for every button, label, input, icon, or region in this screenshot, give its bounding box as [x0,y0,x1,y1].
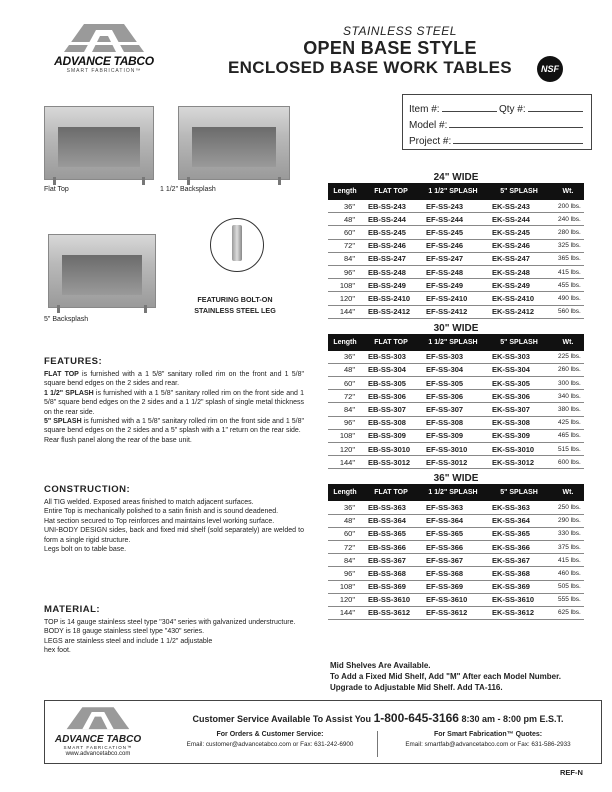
model-cell: EK-SS-365 [486,527,552,540]
table-row [328,200,584,213]
model-cell: EF-SS-303 [420,351,486,364]
table-row [328,416,584,429]
construction-p5: Legs bolt on to table base. [44,546,127,554]
model-cell: EF-SS-367 [420,554,486,567]
leg-detail-icon [210,218,264,272]
material-heading: MATERIAL: [44,604,101,615]
length-cell: 108" [328,279,362,292]
weight-cell: 425 lbs. [552,416,584,429]
table-row [328,554,584,567]
model-cell: EB-SS-247 [362,252,420,265]
model-cell: EK-SS-368 [486,567,552,580]
model-cell: EK-SS-249 [486,279,552,292]
model-label: Model #: [409,120,448,131]
page-title-line2: ENCLOSED BASE WORK TABLES [228,58,512,77]
table-row [328,390,584,403]
model-cell: EK-SS-248 [486,265,552,278]
model-cell: EK-SS-3010 [486,443,552,456]
backsplash-15-caption: 1 1/2" Backsplash [160,186,216,193]
model-cell: EK-SS-244 [486,213,552,226]
spec-table-block [328,172,584,319]
table-row [328,403,584,416]
material-section [44,604,304,656]
model-cell: EF-SS-365 [420,527,486,540]
length-cell: 84" [328,252,362,265]
model-cell: EK-SS-3012 [486,456,552,469]
note-line3: Upgrade to Adjustable Mid Shelf. Add TA-116. [330,683,503,692]
table-row [328,527,584,540]
model-cell: EF-SS-306 [420,390,486,403]
length-cell: 48" [328,213,362,226]
length-cell: 36" [328,200,362,213]
model-cell: EK-SS-366 [486,540,552,553]
model-cell: EB-SS-3012 [362,456,420,469]
table-row [328,239,584,252]
model-cell: EK-SS-3610 [486,593,552,606]
item-field[interactable] [442,111,497,112]
model-cell: EF-SS-3012 [420,456,486,469]
qty-label: Qty #: [498,104,526,115]
model-cell: EF-SS-363 [420,501,486,514]
tabco-logo-icon [44,22,164,56]
column-header: 1 1/2" SPLASH [420,183,486,200]
weight-cell: 280 lbs. [552,226,584,239]
order-form [402,94,592,150]
project-label: Project #: [409,136,452,147]
spec-table [328,334,584,470]
length-cell: 60" [328,527,362,540]
length-cell: 108" [328,580,362,593]
table-row [328,265,584,278]
table-row [328,351,584,364]
model-cell: EK-SS-306 [486,390,552,403]
weight-cell: 240 lbs. [552,213,584,226]
model-cell: EB-SS-307 [362,403,420,416]
model-cell: EB-SS-244 [362,213,420,226]
model-cell: EF-SS-3612 [420,606,486,619]
table-row [328,593,584,606]
length-cell: 108" [328,429,362,442]
model-field[interactable] [449,127,583,128]
model-cell: EB-SS-367 [362,554,420,567]
model-cell: EF-SS-2412 [420,305,486,318]
weight-cell: 505 lbs. [552,580,584,593]
model-cell: EK-SS-243 [486,200,552,213]
orders-email[interactable]: Email: customer@advancetabco.com or Fax: 631-242-6900 [186,741,354,748]
backsplash-5-caption: 5" Backsplash [44,316,89,323]
weight-cell: 340 lbs. [552,390,584,403]
model-cell: EK-SS-304 [486,363,552,376]
backsplash-5-photo [48,234,156,308]
construction-p3: Hat section secured to Top reinforces and maintains level working surface. [44,517,275,525]
spec-table [328,183,584,319]
table-row [328,540,584,553]
model-cell: EB-SS-309 [362,429,420,442]
column-header: 5" SPLASH [486,484,552,501]
model-cell: EB-SS-245 [362,226,420,239]
length-cell: 96" [328,416,362,429]
nsf-badge: NSF [537,56,563,82]
table-row [328,456,584,469]
length-cell: 120" [328,292,362,305]
brand-subtitle: SMART FABRICATION™ [66,68,142,74]
spec-table-block [328,473,584,620]
length-cell: 72" [328,540,362,553]
backsplash-15-photo [178,106,290,180]
table-title: 36" WIDE [433,473,479,485]
model-cell: EB-SS-3010 [362,443,420,456]
construction-p4: UNI-BODY DESIGN sides, back and fixed mid shelf (sold separately) are welded to form a single rigid structure. [44,527,304,544]
model-cell: EB-SS-305 [362,377,420,390]
footer-box [44,700,602,764]
model-cell: EF-SS-249 [420,279,486,292]
material-p1: TOP is 14 gauge stainless steel type "304" series with galvanized understructure. [44,619,296,626]
weight-cell: 290 lbs. [552,514,584,527]
weight-cell: 300 lbs. [552,377,584,390]
column-header: FLAT TOP [362,484,420,501]
weight-cell: 555 lbs. [552,593,584,606]
length-cell: 96" [328,567,362,580]
table-row [328,226,584,239]
brand-name: ADVANCE TABCO [54,54,154,68]
model-cell: EF-SS-304 [420,363,486,376]
model-cell: EF-SS-364 [420,514,486,527]
table-row [328,363,584,376]
model-cell: EK-SS-308 [486,416,552,429]
model-cell: EK-SS-246 [486,239,552,252]
model-cell: EF-SS-243 [420,200,486,213]
column-header: 5" SPLASH [486,183,552,200]
model-cell: EF-SS-308 [420,416,486,429]
weight-cell: 375 lbs. [552,540,584,553]
length-cell: 72" [328,239,362,252]
weight-cell: 415 lbs. [552,554,584,567]
model-cell: EB-SS-303 [362,351,420,364]
model-cell: EB-SS-3610 [362,593,420,606]
model-cell: EF-SS-369 [420,580,486,593]
material-p3: LEGS are stainless steel and include 1 1/2" adjustable [44,637,213,645]
features-section [44,356,304,445]
model-cell: EB-SS-304 [362,363,420,376]
features-p2: 1 1/2" SPLASH is furnished with a 1 5/8" sanitary rolled rim on the front side and 1 5/8" square bend edges on the 2 sides and a 1 1/2" splash of single metal thickness on the rear side. [44,389,304,416]
weight-cell: 455 lbs. [552,279,584,292]
column-header: Wt. [552,484,584,501]
column-header: FLAT TOP [362,334,420,351]
model-cell: EB-SS-3612 [362,606,420,619]
length-cell: 144" [328,606,362,619]
item-label: Item #: [409,104,440,115]
column-header: Wt. [552,183,584,200]
tabco-logo-icon [51,705,145,733]
weight-cell: 365 lbs. [552,252,584,265]
table-row [328,213,584,226]
weight-cell: 225 lbs. [552,351,584,364]
column-header: 1 1/2" SPLASH [420,334,486,351]
weight-cell: 600 lbs. [552,456,584,469]
note-line1: Mid Shelves Are Available. [330,661,431,670]
table-row [328,377,584,390]
length-cell: 36" [328,351,362,364]
length-cell: 36" [328,501,362,514]
weight-cell: 625 lbs. [552,606,584,619]
table-row [328,279,584,292]
table-row [328,606,584,619]
model-cell: EK-SS-367 [486,554,552,567]
footer-logo [51,705,145,759]
features-p4: Rear flush panel along the rear of the base unit. [44,436,192,444]
construction-p1: All TIG welded. Exposed areas finished to match adjacent surfaces. [44,499,254,506]
flat-top-caption: Flat Top [44,186,69,193]
features-p1: FLAT TOP is furnished with a 1 5/8" sanitary rolled rim on the front and 1 5/8" square bend edges on the 2 sides and rear. [44,371,304,388]
model-cell: EB-SS-363 [362,501,420,514]
model-cell: EF-SS-305 [420,377,486,390]
phone-number[interactable]: 1-800-645-3166 [373,711,459,725]
footer-divider [377,731,378,757]
features-heading: FEATURES: [44,356,103,367]
orders-contact: For Orders & Customer Service: Email: customer@advancetabco.com or Fax: 631-242-6900 [163,731,377,748]
leg-caption: FEATURING BOLT-ON STAINLESS STEEL LEG [194,295,276,315]
column-header: Wt. [552,334,584,351]
construction-heading: CONSTRUCTION: [44,484,131,495]
model-cell: EF-SS-307 [420,403,486,416]
qty-field[interactable] [528,111,583,112]
footer-website[interactable]: www.advancetabco.com [65,751,131,757]
table-row [328,252,584,265]
model-cell: EB-SS-365 [362,527,420,540]
column-header: 5" SPLASH [486,334,552,351]
weight-cell: 250 lbs. [552,501,584,514]
features-p3: 5" SPLASH is furnished with a 1 5/8" sanitary rolled rim on the front side and 1 5/8" square bend edges on the 2 sides and a 5" splash with a 1" return on the rear side. [44,418,304,435]
column-header: FLAT TOP [362,183,420,200]
model-cell: EB-SS-249 [362,279,420,292]
model-cell: EF-SS-309 [420,429,486,442]
length-cell: 84" [328,554,362,567]
model-cell: EB-SS-369 [362,580,420,593]
weight-cell: 200 lbs. [552,200,584,213]
length-cell: 60" [328,226,362,239]
length-cell: 48" [328,363,362,376]
table-title: 24" WIDE [433,172,479,183]
table-row [328,292,584,305]
table-title: 30" WIDE [433,322,479,334]
model-cell: EK-SS-363 [486,501,552,514]
model-cell: EK-SS-364 [486,514,552,527]
model-cell: EB-SS-308 [362,416,420,429]
mid-shelf-notes [330,660,600,693]
model-cell: EF-SS-368 [420,567,486,580]
model-cell: EB-SS-246 [362,239,420,252]
footer-brand-sub: SMART FABRICATION™ [63,745,133,750]
weight-cell: 415 lbs. [552,265,584,278]
weight-cell: 380 lbs. [552,403,584,416]
material-p2: BODY is 18 gauge stainless steel type "430" series. [44,628,205,636]
model-cell: EB-SS-248 [362,265,420,278]
column-header: 1 1/2" SPLASH [420,484,486,501]
weight-cell: 460 lbs. [552,567,584,580]
spec-tables [328,172,584,624]
model-cell: EB-SS-243 [362,200,420,213]
material-p4: hex foot. [44,647,71,655]
model-cell: EF-SS-3610 [420,593,486,606]
table-row [328,429,584,442]
column-header: Length [328,334,362,351]
smartfab-contact: For Smart Fabrication™ Quotes: Email: smartfab@advancetabco.com or Fax: 631-586-2933 [381,731,595,748]
model-cell: EF-SS-244 [420,213,486,226]
weight-cell: 490 lbs. [552,292,584,305]
column-header: Length [328,484,362,501]
weight-cell: 325 lbs. [552,239,584,252]
table-row [328,443,584,456]
table-row [328,514,584,527]
footer-brand: ADVANCE TABCO [54,734,142,745]
weight-cell: 260 lbs. [552,363,584,376]
table-row [328,501,584,514]
customer-service-line: Customer Service Available To Assist You 1-800-645-3166 8:30 am - 8:00 pm E.S.T. [192,711,564,725]
length-cell: 72" [328,390,362,403]
model-cell: EK-SS-305 [486,377,552,390]
column-header: Length [328,183,362,200]
model-cell: EF-SS-245 [420,226,486,239]
model-cell: EB-SS-2412 [362,305,420,318]
length-cell: 120" [328,593,362,606]
model-cell: EB-SS-366 [362,540,420,553]
length-cell: 84" [328,403,362,416]
model-cell: EF-SS-247 [420,252,486,265]
length-cell: 144" [328,305,362,318]
weight-cell: 515 lbs. [552,443,584,456]
model-cell: EK-SS-303 [486,351,552,364]
model-cell: EB-SS-306 [362,390,420,403]
model-cell: EF-SS-248 [420,265,486,278]
model-cell: EK-SS-245 [486,226,552,239]
ref-code: REF-N [560,768,583,777]
spec-table [328,484,584,620]
table-row [328,567,584,580]
spec-table-block [328,323,584,470]
brand-logo [44,22,164,78]
length-cell: 48" [328,514,362,527]
weight-cell: 560 lbs. [552,305,584,318]
page-title-line1: OPEN BASE STYLE [303,38,477,58]
model-cell: EK-SS-369 [486,580,552,593]
model-cell: EK-SS-309 [486,429,552,442]
length-cell: 96" [328,265,362,278]
flat-top-photo [44,106,154,180]
model-cell: EK-SS-307 [486,403,552,416]
model-cell: EK-SS-2410 [486,292,552,305]
model-cell: EF-SS-3010 [420,443,486,456]
model-cell: EK-SS-3612 [486,606,552,619]
model-cell: EF-SS-2410 [420,292,486,305]
length-cell: 120" [328,443,362,456]
construction-section [44,484,304,554]
model-cell: EK-SS-2412 [486,305,552,318]
length-cell: 60" [328,377,362,390]
model-cell: EK-SS-247 [486,252,552,265]
note-line2: To Add a Fixed Mid Shelf, Add "M" After each Model Number. [330,672,562,681]
kicker: STAINLESS STEEL [343,24,457,38]
table-row [328,580,584,593]
model-cell: EB-SS-2410 [362,292,420,305]
weight-cell: 465 lbs. [552,429,584,442]
model-cell: EF-SS-246 [420,239,486,252]
table-row [328,305,584,318]
model-cell: EB-SS-368 [362,567,420,580]
construction-p2: Entire Top is mechanically polished to a satin finish and is sound deadened. [44,508,279,516]
length-cell: 144" [328,456,362,469]
weight-cell: 330 lbs. [552,527,584,540]
model-cell: EF-SS-366 [420,540,486,553]
project-field[interactable] [453,143,583,144]
smartfab-email[interactable]: Email: smartfab@advancetabco.com or Fax: 631-586-2933 [405,741,571,748]
model-cell: EB-SS-364 [362,514,420,527]
